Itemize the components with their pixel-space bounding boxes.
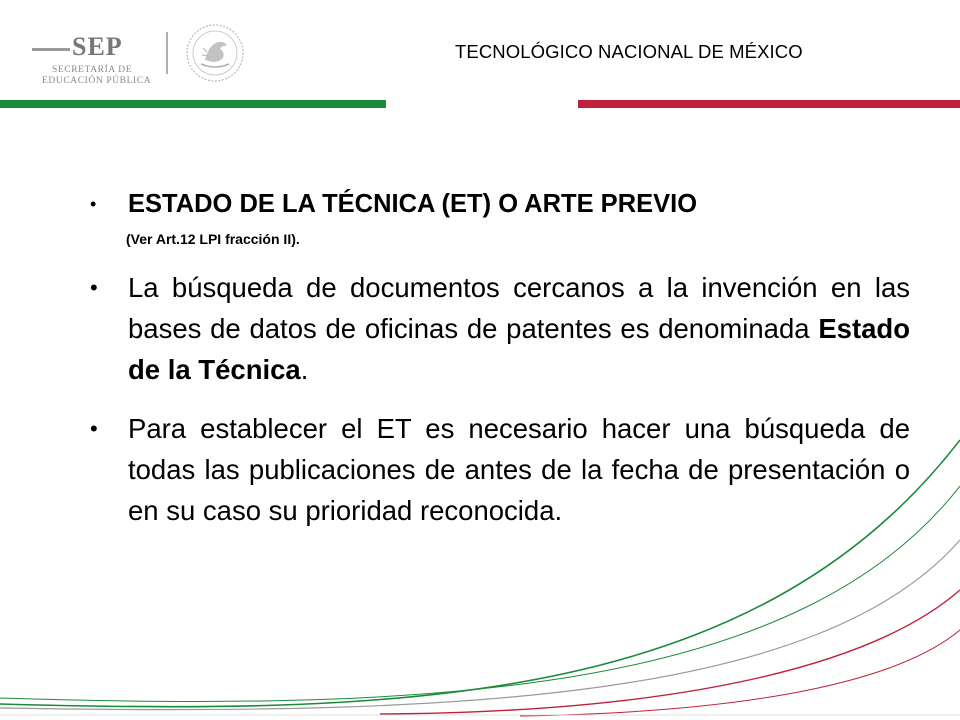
slide-heading: ESTADO DE LA TÉCNICA (ET) O ARTE PREVIO [128,190,698,218]
sep-logo-line2: EDUCACIÓN PÚBLICA [42,76,152,86]
heading-item [90,190,910,247]
sep-logo [32,28,160,88]
sep-logo-line1: SECRETARÍA DE [52,65,133,75]
institution-name: TECNOLÓGICO NACIONAL DE MÉXICO [455,41,803,62]
bullet: • [90,194,97,214]
paragraph-1-text: La búsqueda de documentos cercanos a la invención en las bases de datos de oficinas de patentes es denominada [128,272,910,344]
paragraph-1-emphasis: Estado de la Técnica [128,313,910,385]
red-header-bar [578,100,960,108]
paragraph-2: Para establecer el ET es necesario hacer una búsqueda de todas las publicaciones de antes de la fecha de presentación o en su caso su prioridad reconocida. [128,413,910,526]
bullet: • [90,275,98,300]
coat-of-arms-seal-icon [175,22,253,84]
paragraph-item [90,267,910,390]
article-reference: (Ver Art.12 LPI fracción II). [126,231,300,247]
paragraph-item [90,408,910,531]
bullet: • [90,416,98,441]
sep-logo-bar [32,48,70,51]
paragraph-1-end: . [300,354,309,385]
paragraph-1 [128,267,910,390]
slide-content [90,190,910,531]
logo-divider [166,32,168,74]
green-header-bar [0,100,386,108]
sep-logo-acronym: SEP [72,32,123,61]
